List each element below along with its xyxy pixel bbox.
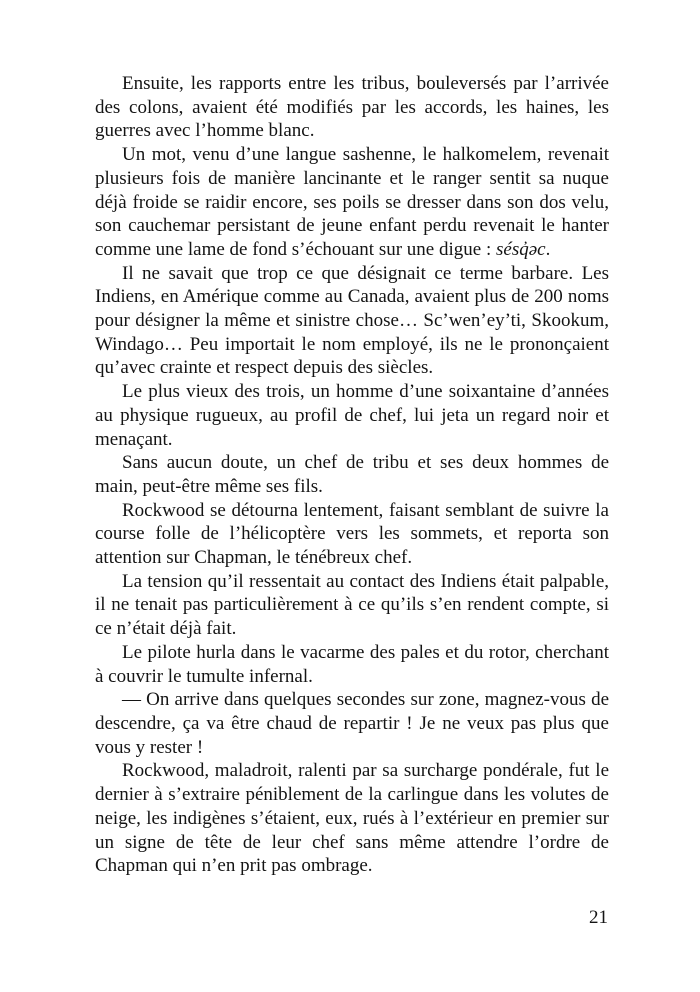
paragraph-text: . <box>545 238 551 260</box>
paragraph: Ensuite, les rapports entre les tribus, bouleversés par l’arrivée des colons, avaient été modifiés par les accords, les haines, les guerres avec l’homme blanc. <box>95 73 609 142</box>
paragraph: Rockwood se détourna lentement, faisant semblant de suivre la course folle de l’hélicoptère vers les sommets, et reporta son attention sur Chapman, le ténébreux chef. <box>95 499 609 569</box>
paragraph: Le pilote hurla dans le vacarme des pales et du rotor, cherchant à couvrir le tumulte infernal. <box>95 641 609 687</box>
paragraph: Il ne savait que trop ce que désignait ce terme barbare. Les Indiens, en Amérique comme au Canada, avaient plus de 200 noms pour désigner la même et sinistre chose… Sc’wen’ey’ti, Skookum, Windago… Peu importait le nom employé, ils ne le prononçaient qu’avec crainte et respect depuis des siècles. <box>95 262 609 379</box>
paragraph-text: Un mot, venu d’une langue sashenne, le halkomelem, revenait plusieurs fois de manière lancinante et le ranger sentit sa nuque déjà froide se raidir encore, ses poils se dresser dans son dos velu, son cauchemar persistant de jeune enfant perdu revenait le hanter comme une lame de fond s’échouant sur une digue : <box>95 144 609 260</box>
paragraph: La tension qu’il ressentait au contact des Indiens était palpable, il ne tenait pas particulièrement à ce qu’ils s’en rendent compte, si ce n’était déjà fait. <box>95 570 609 640</box>
page-number: 21 <box>589 907 608 928</box>
foreign-word: sésq̓əc <box>496 238 546 260</box>
paragraph: Le plus vieux des trois, un homme d’une soixantaine d’années au physique rugueux, au profil de chef, lui jeta un regard noir et menaçant. <box>95 381 609 450</box>
paragraph: Sans aucun doute, un chef de tribu et ses deux hommes de main, peut-être même ses fils. <box>95 452 609 497</box>
paragraph: — On arrive dans quelques secondes sur zone, magnez-vous de descendre, ça va être chaud de repartir ! Je ne veux pas plus que vous y rester ! <box>95 689 609 758</box>
paragraph: Rockwood, maladroit, ralenti par sa surcharge pondérale, fut le dernier à s’extraire péniblement de la carlingue dans les volutes de neige, les indigènes s’étaient, eux, rués à l’extérieur en premier sur un signe de tête de leur chef sans même attendre l’ordre de Chapman qui n’en prit pas ombrage. <box>95 760 609 877</box>
page-text <box>95 72 609 878</box>
paragraph <box>95 143 609 262</box>
